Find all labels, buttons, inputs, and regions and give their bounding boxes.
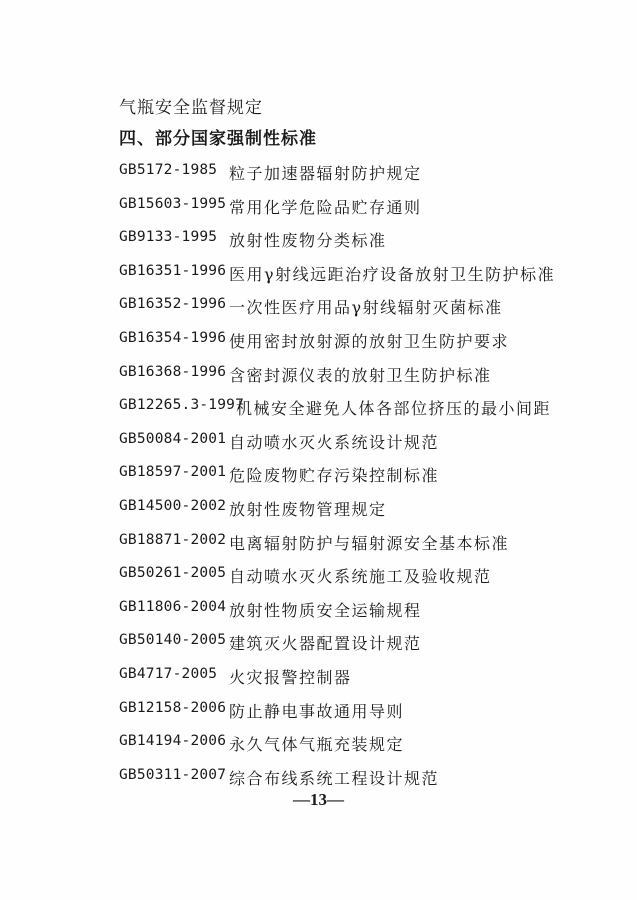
standard-row xyxy=(0,595,637,629)
standard-title: 常用化学危险品贮存通则 xyxy=(229,197,422,217)
standard-title: 使用密封放射源的放射卫生防护要求 xyxy=(229,331,510,351)
standard-code: GB14194-2006 xyxy=(119,733,227,750)
standard-code: GB12265.3-1997 xyxy=(119,397,245,414)
standard-code: GB50140-2005 xyxy=(119,632,227,649)
standards-list xyxy=(0,158,637,796)
standard-row xyxy=(0,360,637,394)
standard-row xyxy=(0,729,637,763)
standard-code: GB18597-2001 xyxy=(119,464,227,481)
standard-row xyxy=(0,528,637,562)
standard-row xyxy=(0,292,637,326)
standard-title: 含密封源仪表的放射卫生防护标准 xyxy=(229,365,492,385)
standard-code: GB12158-2006 xyxy=(119,699,227,716)
standard-row xyxy=(0,158,637,192)
section-heading: 四、部分国家强制性标准 xyxy=(119,129,317,149)
standard-title: 危险废物贮存污染控制标准 xyxy=(229,466,440,486)
standard-code: GB18871-2002 xyxy=(119,531,227,548)
standard-row xyxy=(0,628,637,662)
intro-line: 气瓶安全监督规定 xyxy=(119,98,263,118)
standard-row xyxy=(0,662,637,696)
standard-row xyxy=(0,561,637,595)
standard-title: 建筑灭火器配置设计规范 xyxy=(229,634,422,654)
standard-code: GB16351-1996 xyxy=(119,262,227,279)
standard-title: 火灾报警控制器 xyxy=(229,667,352,687)
standard-title: 放射性物质安全运输规程 xyxy=(229,600,422,620)
standard-code: GB15603-1995 xyxy=(119,195,227,212)
standard-row xyxy=(0,696,637,730)
standard-title: 机械安全避免人体各部位挤压的最小间距 xyxy=(236,399,552,419)
standard-title: 放射性废物分类标准 xyxy=(229,231,387,251)
standard-row xyxy=(0,427,637,461)
standard-code: GB14500-2002 xyxy=(119,497,227,514)
page-number: —13— xyxy=(293,790,344,809)
standard-code: GB11806-2004 xyxy=(119,598,227,615)
standard-title: 自动喷水灭火系统设计规范 xyxy=(229,432,440,452)
standard-title: 一次性医疗用品γ射线辐射灭菌标准 xyxy=(229,298,503,318)
standard-code: GB4717-2005 xyxy=(119,665,218,682)
standard-code: GB16352-1996 xyxy=(119,296,227,313)
standard-title: 粒子加速器辐射防护规定 xyxy=(229,164,422,183)
standard-code: GB9133-1995 xyxy=(119,229,218,246)
standard-title: 防止静电事故通用导则 xyxy=(229,701,405,721)
standard-row xyxy=(0,494,637,528)
standard-row xyxy=(0,460,637,494)
standard-row xyxy=(0,393,637,427)
standard-title: 放射性废物管理规定 xyxy=(229,499,387,519)
standard-code: GB50311-2007 xyxy=(119,766,227,783)
standard-code: GB16368-1996 xyxy=(119,363,227,380)
standard-title: 医用γ射线远距治疗设备放射卫生防护标准 xyxy=(229,264,556,284)
standard-row xyxy=(0,192,637,226)
standard-title: 电离辐射防护与辐射源安全基本标准 xyxy=(229,533,510,553)
standard-row xyxy=(0,326,637,360)
standard-row xyxy=(0,259,637,293)
standard-code: GB16354-1996 xyxy=(119,329,227,346)
standard-title: 永久气体气瓶充装规定 xyxy=(229,735,405,755)
standard-code: GB50084-2001 xyxy=(119,430,227,447)
standard-title: 自动喷水灭火系统施工及验收规范 xyxy=(229,567,492,587)
standard-title: 综合布线系统工程设计规范 xyxy=(229,768,440,788)
standard-code: GB50261-2005 xyxy=(119,565,227,582)
standard-code: GB5172-1985 xyxy=(119,162,218,178)
standard-row xyxy=(0,225,637,259)
